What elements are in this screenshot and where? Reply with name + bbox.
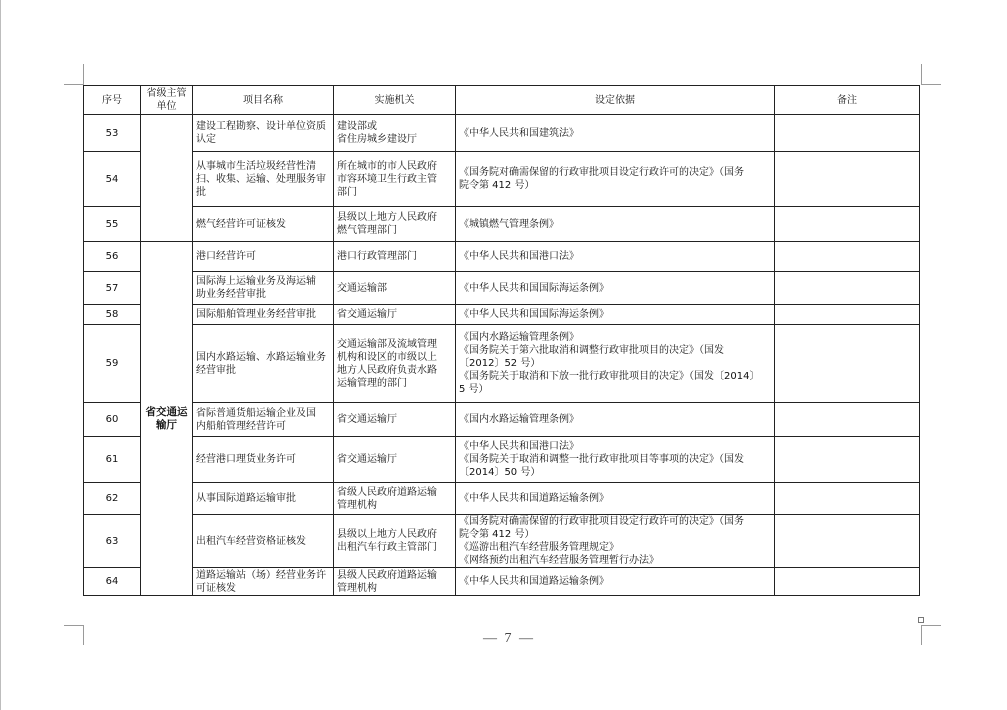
item-name-cell-line: 道路运输站（场）经营业务许 — [196, 569, 326, 581]
agency-cell-line: 交通运输部及流域管理 — [337, 338, 437, 350]
agency-cell-line: 省交通运输厅 — [337, 454, 397, 465]
row-number: 57 — [84, 272, 141, 305]
table-row — [84, 305, 920, 325]
header-seq: 序号 — [84, 86, 141, 115]
item-name-cell-line: 可证核发 — [196, 582, 236, 594]
basis-cell — [456, 115, 775, 152]
basis-cell-line: 《国务院关于第六批取消和调整行政审批项目的决定》（国发 — [459, 345, 724, 356]
basis-cell-line: 《国内水路运输管理条例》 — [459, 414, 579, 425]
basis-cell-line: 院令第 412 号） — [459, 180, 535, 191]
agency-cell-line: 地方人民政府负责水路 — [337, 364, 437, 376]
unit-cell: 省交通运输厅 — [141, 242, 193, 596]
table-row — [84, 483, 920, 515]
basis-cell — [456, 403, 775, 437]
crop-mark-top-left-vertical — [83, 64, 84, 84]
resize-handle[interactable] — [918, 617, 924, 623]
agency-cell-line: 机构和设区的市级以上 — [337, 351, 437, 363]
table-row — [84, 325, 920, 403]
header-item-name: 项目名称 — [193, 86, 334, 115]
row-number: 62 — [84, 483, 141, 515]
agency-cell — [334, 483, 456, 515]
note-cell — [775, 272, 920, 305]
row-number: 60 — [84, 403, 141, 437]
basis-cell — [456, 515, 775, 568]
basis-cell — [456, 272, 775, 305]
table-row — [84, 242, 920, 272]
page-number: — 7 — — [483, 631, 535, 646]
agency-cell-line: 燃气管理部门 — [337, 225, 397, 236]
table-row — [84, 152, 920, 207]
basis-cell-line: 《巡游出租汽车经营服务管理规定》 — [459, 542, 619, 553]
item-name-cell — [193, 152, 334, 207]
approval-items-table — [83, 85, 920, 596]
note-cell — [775, 325, 920, 403]
agency-cell-line: 省交通运输厅 — [337, 414, 397, 425]
agency-cell — [334, 325, 456, 403]
item-name-cell-line: 经营审批 — [196, 364, 236, 376]
row-number: 63 — [84, 515, 141, 568]
basis-cell-line: 《中华人民共和国道路运输条例》 — [459, 493, 609, 504]
note-cell — [775, 305, 920, 325]
item-name-cell — [193, 272, 334, 305]
agency-cell-line: 管理机构 — [337, 582, 377, 594]
item-name-cell-line: 省际普通货船运输企业及国 — [196, 407, 316, 419]
basis-cell — [456, 242, 775, 272]
item-name-cell — [193, 483, 334, 515]
item-name-cell-line: 港口经营许可 — [196, 251, 256, 262]
item-name-cell-line: 出租汽车经营资格证核发 — [196, 535, 306, 547]
agency-cell — [334, 403, 456, 437]
item-name-cell — [193, 437, 334, 483]
agency-cell-line: 运输管理的部门 — [337, 377, 407, 389]
basis-cell-line: 《中华人民共和国建筑法》 — [459, 127, 579, 139]
header-agency: 实施机关 — [334, 86, 456, 115]
row-number: 64 — [84, 568, 141, 596]
basis-cell-line: 《国务院对确需保留的行政审批项目设定行政许可的决定》（国务 — [459, 516, 744, 527]
basis-cell-line: 《中华人民共和国国际海运条例》 — [459, 309, 609, 320]
agency-cell — [334, 437, 456, 483]
note-cell — [775, 568, 920, 596]
agency-cell-line: 县级人民政府道路运输 — [337, 569, 437, 581]
basis-cell — [456, 325, 775, 403]
agency-cell — [334, 515, 456, 568]
row-number: 56 — [84, 242, 141, 272]
row-number: 53 — [84, 115, 141, 152]
item-name-cell — [193, 115, 334, 152]
item-name-cell-line: 国际船舶管理业务经营审批 — [196, 309, 316, 320]
item-name-cell-line: 扫、收集、运输、处理服务审 — [196, 173, 326, 185]
crop-mark-bottom-right-vertical — [921, 625, 922, 645]
table-header-row — [84, 86, 920, 115]
item-name-cell-line: 认定 — [196, 134, 216, 145]
crop-mark-bottom-left — [64, 625, 84, 626]
table-row — [84, 437, 920, 483]
item-name-cell-line: 助业务经营审批 — [196, 289, 266, 300]
header-unit: 省级主管单位 — [141, 86, 193, 115]
crop-mark-bottom-left-vertical — [83, 625, 84, 645]
note-cell — [775, 515, 920, 568]
item-name-cell-line: 经营港口理货业务许可 — [196, 454, 296, 465]
agency-cell-line: 所在城市的市人民政府 — [337, 160, 437, 172]
basis-cell — [456, 152, 775, 207]
basis-cell-line: 院令第 412 号） — [459, 529, 535, 540]
basis-cell-line: 《国务院关于取消和下放一批行政审批项目的决定》（国发〔2014〕 — [459, 371, 760, 382]
agency-cell-line: 部门 — [337, 186, 357, 198]
table-row — [84, 403, 920, 437]
row-number: 55 — [84, 207, 141, 242]
item-name-cell-line: 批 — [196, 186, 206, 198]
basis-cell-line: 《网络预约出租汽车经营服务管理暂行办法》 — [459, 555, 659, 566]
basis-cell — [456, 568, 775, 596]
header-note: 备注 — [775, 86, 920, 115]
agency-cell-line: 省住房城乡建设厅 — [337, 134, 417, 145]
header-basis: 设定依据 — [456, 86, 775, 115]
table-row — [84, 115, 920, 152]
table-row — [84, 515, 920, 568]
crop-mark-top-left — [64, 84, 84, 85]
item-name-cell-line: 国际海上运输业务及海运辅 — [196, 276, 316, 287]
agency-cell — [334, 152, 456, 207]
item-name-cell — [193, 325, 334, 403]
item-name-cell-line: 内船舶管理经营许可 — [196, 420, 286, 432]
page-left-edge — [0, 0, 1, 710]
basis-cell-line: 〔2012〕52 号） — [459, 358, 541, 369]
item-name-cell-line: 从事城市生活垃圾经营性清 — [196, 160, 316, 172]
note-cell — [775, 115, 920, 152]
agency-cell — [334, 568, 456, 596]
row-number: 59 — [84, 325, 141, 403]
agency-cell-line: 省级人民政府道路运输 — [337, 486, 437, 498]
basis-cell-line: 5 号） — [459, 384, 489, 395]
basis-cell-line: 《中华人民共和国港口法》 — [459, 441, 579, 452]
item-name-cell — [193, 305, 334, 325]
item-name-cell-line: 从事国际道路运输审批 — [196, 493, 296, 504]
table-row — [84, 272, 920, 305]
row-number: 54 — [84, 152, 141, 207]
item-name-cell — [193, 242, 334, 272]
crop-mark-top-right-vertical — [921, 64, 922, 84]
basis-cell-line: 《国务院关于取消和调整一批行政审批项目等事项的决定》（国发 — [459, 454, 744, 465]
agency-cell-line: 省交通运输厅 — [337, 309, 397, 320]
basis-cell-line: 《中华人民共和国港口法》 — [459, 251, 579, 262]
agency-cell-line: 建设部或 — [337, 121, 377, 132]
basis-cell-line: 《中华人民共和国国际海运条例》 — [459, 282, 609, 294]
item-name-cell-line: 燃气经营许可证核发 — [196, 218, 286, 230]
agency-cell — [334, 207, 456, 242]
note-cell — [775, 403, 920, 437]
item-name-cell — [193, 568, 334, 596]
basis-cell-line: 《国内水路运输管理条例》 — [459, 332, 579, 343]
item-name-cell — [193, 515, 334, 568]
note-cell — [775, 242, 920, 272]
agency-cell-line: 管理机构 — [337, 499, 377, 511]
basis-cell — [456, 437, 775, 483]
agency-cell-line: 港口行政管理部门 — [337, 251, 417, 262]
crop-mark-bottom-right — [921, 625, 941, 626]
table-row — [84, 568, 920, 596]
item-name-cell — [193, 207, 334, 242]
basis-cell-line: 《中华人民共和国道路运输条例》 — [459, 576, 609, 587]
item-name-cell-line: 国内水路运输、水路运输业务 — [196, 351, 326, 363]
agency-cell-line: 县级以上地方人民政府 — [337, 529, 437, 540]
item-name-cell — [193, 403, 334, 437]
item-name-cell-line: 建设工程勘察、设计单位资质 — [196, 121, 326, 132]
unit-cell-empty — [141, 115, 193, 242]
agency-cell — [334, 305, 456, 325]
note-cell — [775, 483, 920, 515]
agency-cell-line: 市容环境卫生行政主管 — [337, 173, 437, 185]
agency-cell — [334, 242, 456, 272]
table-row — [84, 207, 920, 242]
agency-cell — [334, 115, 456, 152]
crop-mark-top-right — [921, 84, 941, 85]
basis-cell-line: 《国务院对确需保留的行政审批项目设定行政许可的决定》（国务 — [459, 167, 744, 178]
note-cell — [775, 207, 920, 242]
agency-cell — [334, 272, 456, 305]
agency-cell-line: 出租汽车行政主管部门 — [337, 542, 437, 553]
row-number: 61 — [84, 437, 141, 483]
note-cell — [775, 152, 920, 207]
note-cell — [775, 437, 920, 483]
agency-cell-line: 交通运输部 — [337, 282, 387, 294]
agency-cell-line: 县级以上地方人民政府 — [337, 212, 437, 223]
basis-cell — [456, 207, 775, 242]
row-number: 58 — [84, 305, 141, 325]
basis-cell — [456, 483, 775, 515]
basis-cell-line: 〔2014〕50 号） — [459, 467, 541, 478]
basis-cell-line: 《城镇燃气管理条例》 — [459, 218, 559, 230]
basis-cell — [456, 305, 775, 325]
